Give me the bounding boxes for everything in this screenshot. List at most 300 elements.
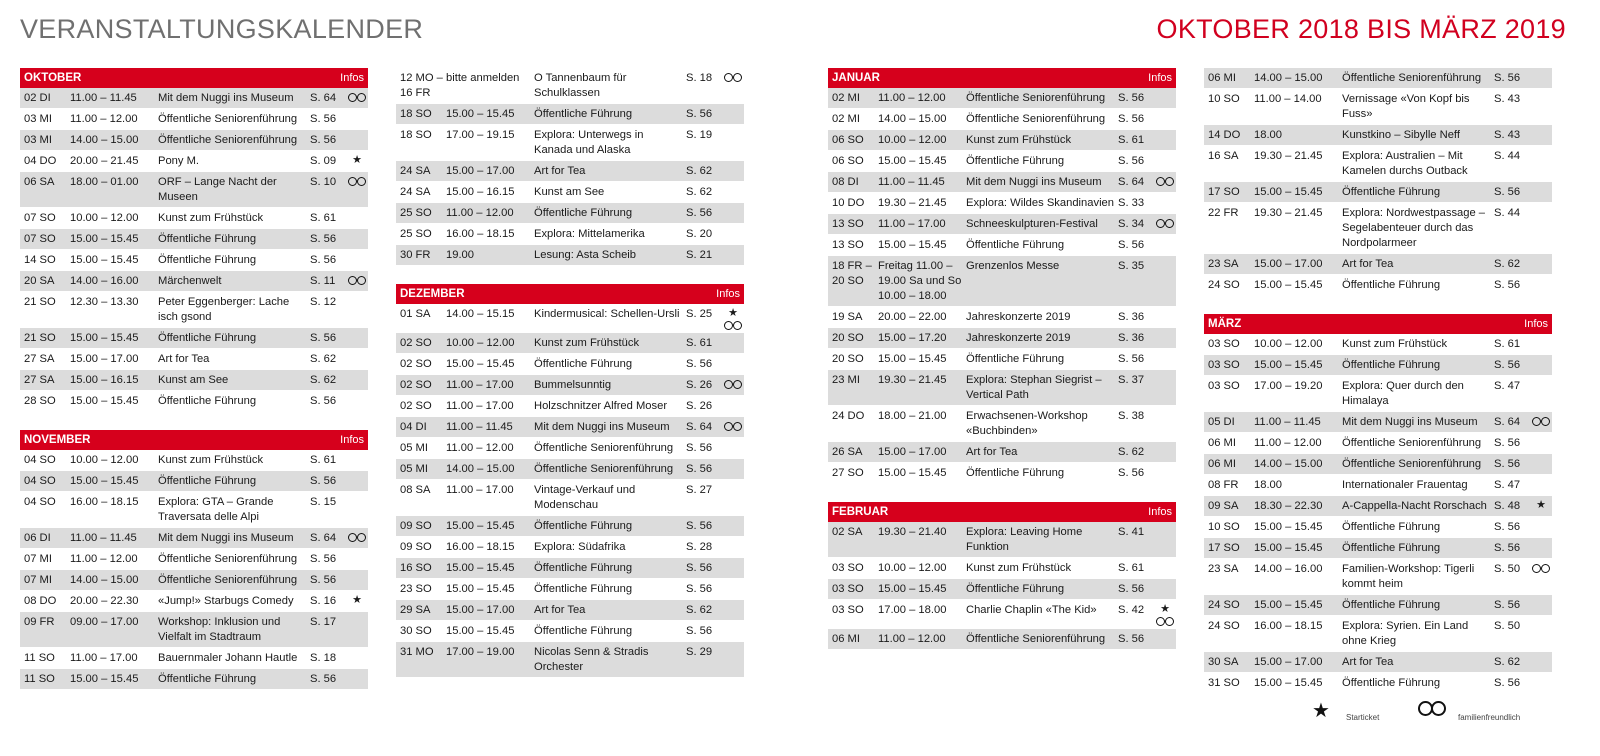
- star-icon: ★: [352, 153, 362, 166]
- event-page: S. 56: [686, 519, 713, 532]
- event-date: 23 MI: [832, 373, 860, 386]
- infos-label: Infos: [716, 288, 740, 300]
- event-time: 16.00 – 18.15: [446, 227, 515, 240]
- event-time: Freitag 11.00 – 19.00 Sa und So 10.00 – 18.00: [878, 259, 962, 302]
- event-time: 19.30 – 21.45: [1254, 149, 1323, 162]
- event-date: 06 DI: [24, 531, 51, 544]
- event-title: Explora: Wildes Skandinavien: [966, 196, 1114, 209]
- event-title: Mit dem Nuggi ins Museum: [158, 91, 294, 104]
- event-page: S. 56: [1118, 238, 1145, 251]
- event-row: [396, 354, 744, 375]
- event-page: S. 38: [1118, 409, 1145, 422]
- event-title: Lesung: Asta Scheib: [534, 248, 637, 261]
- event-page: S. 64: [686, 420, 713, 433]
- event-page: S. 61: [1494, 337, 1521, 350]
- page-title: VERANSTALTUNGSKALENDER: [20, 14, 424, 44]
- event-page: S. 64: [310, 531, 337, 544]
- event-page: S. 56: [1118, 352, 1145, 365]
- event-row: [396, 224, 744, 245]
- event-date: 03 SO: [832, 561, 864, 574]
- event-date: 16 SA: [1208, 149, 1239, 162]
- event-date: 29 SA: [400, 603, 431, 616]
- event-title: Öffentliche Seniorenführung: [534, 441, 674, 454]
- event-date: 03 SO: [832, 603, 864, 616]
- event-date: 02 MI: [832, 112, 860, 125]
- event-page: S. 10: [310, 175, 337, 188]
- event-page: S. 56: [1494, 520, 1521, 533]
- event-row: [20, 370, 368, 391]
- event-date: 12 MO – 16 FR: [400, 71, 443, 99]
- event-time: 10.00 – 12.00: [878, 561, 947, 574]
- event-date: 11 SO: [24, 672, 55, 685]
- event-title: Öffentliche Führung: [966, 238, 1065, 251]
- event-title: Öffentliche Führung: [534, 107, 633, 120]
- event-row: [20, 669, 368, 690]
- event-row: [1204, 275, 1552, 296]
- event-row: [396, 304, 744, 333]
- event-row: [1204, 68, 1552, 89]
- event-title: Öffentliche Führung: [158, 232, 257, 245]
- event-row: [20, 328, 368, 349]
- event-date: 24 SA: [400, 185, 431, 198]
- event-date: 05 MI: [400, 462, 428, 475]
- event-page: S. 26: [686, 399, 713, 412]
- event-time: 19.30 – 21.45: [1254, 206, 1323, 219]
- event-page: S. 56: [310, 112, 337, 125]
- event-icons: [346, 175, 368, 186]
- event-time: 15.00 – 15.45: [878, 466, 947, 479]
- event-title: Öffentliche Führung: [966, 466, 1065, 479]
- event-title: Kindermusical: Schellen-Ursli: [534, 307, 680, 320]
- event-page: S. 34: [1118, 217, 1145, 230]
- event-row: [20, 492, 368, 528]
- event-row: [20, 88, 368, 109]
- month-header: [396, 284, 744, 304]
- event-row: [20, 208, 368, 229]
- event-title: Jahreskonzerte 2019: [966, 310, 1071, 323]
- event-row: [1204, 517, 1552, 538]
- family-friendly-icon: [1155, 218, 1175, 228]
- event-date: 10 SO: [1208, 92, 1240, 105]
- month-name: FEBRUAR: [832, 506, 889, 518]
- event-title: Kunstkino – Sibylle Neff: [1342, 128, 1460, 141]
- event-row: [828, 406, 1176, 442]
- event-time: 10.00 – 12.00: [70, 211, 139, 224]
- event-date: 26 SA: [832, 445, 863, 458]
- star-icon: ★: [352, 593, 362, 606]
- event-page: S. 56: [310, 672, 337, 685]
- month-header: [1204, 314, 1552, 334]
- event-page: S. 64: [1118, 175, 1145, 188]
- event-title: Öffentliche Seniorenführung: [158, 552, 298, 565]
- month-name: JANUAR: [832, 72, 880, 84]
- family-friendly-icon: [723, 320, 743, 330]
- event-time: 15.00 – 15.45: [446, 357, 515, 370]
- event-row: [20, 229, 368, 250]
- family-friendly-icon: [1155, 176, 1175, 186]
- event-time: 14.00 – 15.00: [70, 573, 139, 586]
- event-time: 16.00 – 18.15: [1254, 619, 1323, 632]
- event-time: 17.00 – 19.00: [446, 645, 515, 658]
- month-section: [396, 284, 744, 678]
- event-time: 11.00 – 17.00: [446, 399, 514, 412]
- event-time: 10.00 – 12.00: [446, 336, 515, 349]
- event-time: 15.00 – 15.45: [878, 582, 947, 595]
- event-row: [396, 375, 744, 396]
- period-title: OKTOBER 2018 BIS MÄRZ 2019: [1156, 14, 1566, 44]
- event-title: Explora: Syrien. Ein Land ohne Krieg: [1342, 619, 1469, 647]
- event-time: 10.00 – 12.00: [70, 453, 139, 466]
- event-page: S. 56: [686, 561, 713, 574]
- event-date: 25 SO: [400, 206, 432, 219]
- infos-label: Infos: [1148, 72, 1172, 84]
- event-row: [1204, 412, 1552, 433]
- event-time: 18.00: [1254, 128, 1282, 141]
- event-date: 09 SO: [400, 540, 432, 553]
- event-title: Kunst zum Frühstück: [158, 453, 264, 466]
- event-row: [396, 516, 744, 537]
- event-date: 30 SO: [400, 624, 432, 637]
- event-page: S. 35: [1118, 259, 1145, 272]
- event-date: 09 SA: [1208, 499, 1239, 512]
- event-row: [396, 125, 744, 161]
- event-row: [1204, 203, 1552, 254]
- event-title: Öffentliche Führung: [534, 519, 633, 532]
- event-row: [396, 182, 744, 203]
- event-title: Art for Tea: [158, 352, 210, 365]
- event-time: 15.00 – 15.45: [70, 394, 139, 407]
- event-title: Holzschnitzer Alfred Moser: [534, 399, 668, 412]
- event-row: [20, 570, 368, 591]
- event-date: 02 SO: [400, 378, 432, 391]
- event-icons: [1154, 175, 1176, 186]
- month-section: [396, 68, 744, 266]
- event-page: S. 56: [1494, 185, 1521, 198]
- event-icons: [346, 154, 368, 166]
- event-title: Öffentliche Führung: [158, 474, 257, 487]
- event-row: [20, 591, 368, 612]
- event-page: S. 15: [310, 495, 337, 508]
- event-row: [396, 68, 744, 104]
- event-row: [828, 558, 1176, 579]
- family-friendly-icon: [347, 532, 367, 542]
- family-friendly-icon: [1416, 698, 1448, 716]
- event-title: Öffentliche Führung: [966, 582, 1065, 595]
- event-title: Öffentliche Seniorenführung: [158, 133, 298, 146]
- month-name: MÄRZ: [1208, 318, 1242, 330]
- event-date: 02 SO: [400, 399, 432, 412]
- event-date: 05 MI: [400, 441, 428, 454]
- event-date: 28 SO: [24, 394, 56, 407]
- event-row: [828, 256, 1176, 307]
- event-date: 03 SO: [1208, 358, 1240, 371]
- event-page: S. 62: [1494, 655, 1521, 668]
- event-row: [1204, 559, 1552, 595]
- event-title: Öffentliche Führung: [158, 672, 257, 685]
- event-page: S. 48: [1494, 499, 1521, 512]
- event-page: S. 56: [310, 133, 337, 146]
- event-row: [20, 648, 368, 669]
- event-date: 06 SO: [832, 154, 864, 167]
- family-friendly-icon: [723, 379, 743, 389]
- event-date: 08 DO: [24, 594, 57, 607]
- event-date: 20 SA: [24, 274, 55, 287]
- event-title: Bauernmaler Johann Hautle: [158, 651, 298, 664]
- event-title: Öffentliche Führung: [158, 331, 257, 344]
- event-title: Pony M.: [158, 154, 200, 167]
- event-date: 16 SO: [400, 561, 432, 574]
- event-icons: [1154, 217, 1176, 228]
- event-time: 11.00 – 17.00: [70, 651, 138, 664]
- event-title: Art for Tea: [534, 603, 586, 616]
- event-title: Explora: Unterwegs in Kanada und Alaska: [534, 128, 644, 156]
- star-icon: ★: [1312, 700, 1330, 722]
- star-icon: ★: [1536, 498, 1546, 511]
- event-page: S. 56: [1494, 541, 1521, 554]
- event-time: 20.00 – 22.30: [70, 594, 139, 607]
- event-time: 15.00 – 17.00: [446, 603, 515, 616]
- event-time: 15.00 – 15.45: [446, 561, 515, 574]
- event-title: Öffentliche Führung: [966, 154, 1065, 167]
- event-date: 03 SO: [1208, 379, 1240, 392]
- event-time: 14.00 – 15.00: [446, 462, 515, 475]
- event-row: [396, 459, 744, 480]
- event-time: 09.00 – 17.00: [70, 615, 139, 628]
- event-page: S. 20: [686, 227, 713, 240]
- event-date: 06 MI: [1208, 457, 1236, 470]
- event-time: 19.30 – 21.45: [878, 196, 947, 209]
- event-title: Öffentliche Führung: [1342, 520, 1441, 533]
- event-title: Mit dem Nuggi ins Museum: [966, 175, 1102, 188]
- legend-star-label: Starticket: [1346, 713, 1380, 722]
- event-page: S. 18: [310, 651, 337, 664]
- event-row: [20, 250, 368, 271]
- event-time: 17.00 – 19.20: [1254, 379, 1323, 392]
- event-page: S. 50: [1494, 619, 1521, 632]
- event-time: 14.00 – 15.00: [70, 133, 139, 146]
- month-name: NOVEMBER: [24, 434, 91, 446]
- event-title: Mit dem Nuggi ins Museum: [1342, 415, 1478, 428]
- event-date: 07 MI: [24, 573, 52, 586]
- event-date: 03 MI: [24, 133, 52, 146]
- event-page: S. 62: [1494, 257, 1521, 270]
- event-title: Familien-Workshop: Tigerli kommt heim: [1342, 562, 1475, 590]
- event-page: S. 56: [1494, 358, 1521, 371]
- family-friendly-icon: [723, 421, 743, 431]
- event-date: 27 SA: [24, 373, 55, 386]
- event-row: [828, 235, 1176, 256]
- event-date: 30 FR: [400, 248, 431, 261]
- event-time: 15.00 – 15.45: [446, 582, 515, 595]
- event-page: S. 28: [686, 540, 713, 553]
- event-title: Öffentliche Seniorenführung: [966, 91, 1106, 104]
- calendar-column-1: [20, 68, 368, 708]
- event-page: S. 56: [1118, 91, 1145, 104]
- event-page: S. 56: [310, 474, 337, 487]
- infos-label: Infos: [340, 434, 364, 446]
- event-page: S. 56: [686, 107, 713, 120]
- legend: [1312, 696, 1582, 730]
- event-date: 07 SO: [24, 232, 56, 245]
- event-time: 15.00 – 15.45: [446, 624, 515, 637]
- event-page: S. 56: [1494, 598, 1521, 611]
- event-title: Öffentliche Führung: [534, 357, 633, 370]
- event-date: 24 SO: [1208, 619, 1240, 632]
- event-row: [396, 161, 744, 182]
- event-page: S. 56: [1494, 457, 1521, 470]
- event-date: 23 SA: [1208, 257, 1239, 270]
- event-time: 15.00 – 17.00: [1254, 655, 1323, 668]
- event-title: Kunst zum Frühstück: [966, 561, 1072, 574]
- event-time: 19.30 – 21.40: [878, 525, 947, 538]
- event-row: [828, 370, 1176, 406]
- event-time: 11.00 – 17.00: [446, 483, 514, 496]
- event-row: [828, 151, 1176, 172]
- event-title: Öffentliche Seniorenführung: [966, 632, 1106, 645]
- event-row: [20, 612, 368, 648]
- event-row: [396, 438, 744, 459]
- family-friendly-icon: [1155, 616, 1175, 626]
- event-row: [1204, 616, 1552, 652]
- event-row: [20, 172, 368, 208]
- event-time: 19.30 – 21.45: [878, 373, 947, 386]
- event-title: Mit dem Nuggi ins Museum: [534, 420, 670, 433]
- legend-family-label: familienfreundlich: [1458, 713, 1521, 722]
- event-page: S. 25: [686, 307, 713, 320]
- event-page: S. 47: [1494, 478, 1521, 491]
- event-time: 14.00 – 15.15: [446, 307, 515, 320]
- event-page: S. 44: [1494, 206, 1521, 219]
- event-time: 11.00 – 14.00: [1254, 92, 1322, 105]
- infos-label: Infos: [340, 72, 364, 84]
- event-time: 11.00 – 12.00: [70, 552, 138, 565]
- event-time: 15.00 – 15.45: [1254, 185, 1323, 198]
- event-title: Charlie Chaplin «The Kid»: [966, 603, 1097, 616]
- event-time: 15.00 – 15.45: [1254, 541, 1323, 554]
- event-title: Kunst am See: [158, 373, 229, 386]
- event-page: S. 56: [1494, 676, 1521, 689]
- event-row: [1204, 652, 1552, 673]
- event-page: S. 62: [686, 185, 713, 198]
- event-page: S. 42: [1118, 603, 1145, 616]
- event-title: Explora: Südafrika: [534, 540, 626, 553]
- event-title: Öffentliche Seniorenführung: [158, 112, 298, 125]
- event-title: Vernissage «Von Kopf bis Fuss»: [1342, 92, 1470, 120]
- event-time: 11.00 – 12.00: [878, 91, 946, 104]
- month-header: [20, 68, 368, 88]
- event-title: Jahreskonzerte 2019: [966, 331, 1071, 344]
- event-time: 14.00 – 15.00: [878, 112, 947, 125]
- event-date: 08 SA: [400, 483, 431, 496]
- event-date: 20 SO: [832, 331, 864, 344]
- event-time: 15.00 – 15.45: [1254, 520, 1323, 533]
- event-title: Öffentliche Führung: [1342, 185, 1441, 198]
- event-title: Art for Tea: [1342, 655, 1394, 668]
- event-row: [1204, 146, 1552, 182]
- month-name: DEZEMBER: [400, 288, 465, 300]
- event-date: 10 DO: [832, 196, 865, 209]
- event-title: Öffentliche Führung: [1342, 541, 1441, 554]
- event-time: 15.00 – 17.00: [446, 164, 515, 177]
- event-page: S. 33: [1118, 196, 1145, 209]
- event-date: 02 SO: [400, 336, 432, 349]
- event-row: [828, 629, 1176, 650]
- star-icon: ★: [1160, 602, 1170, 615]
- event-date: 03 SO: [1208, 337, 1240, 350]
- event-page: S. 19: [686, 128, 713, 141]
- event-row: [396, 203, 744, 224]
- event-icons: [722, 378, 744, 389]
- event-icons: [1530, 415, 1552, 426]
- event-date: 21 SO: [24, 331, 56, 344]
- event-title: Vintage-Verkauf und Modenschau: [534, 483, 636, 511]
- event-title: Öffentliche Seniorenführung: [966, 112, 1106, 125]
- event-row: [396, 579, 744, 600]
- event-row: [20, 130, 368, 151]
- event-time: 15.00 – 15.45: [446, 107, 515, 120]
- event-title: Explora: GTA – Grande Traversata delle Alpi: [158, 495, 274, 523]
- event-row: [20, 528, 368, 549]
- event-title: Schneeskulpturen-Festival: [966, 217, 1098, 230]
- event-row: [828, 328, 1176, 349]
- event-icons: [722, 420, 744, 431]
- event-row: [20, 271, 368, 292]
- event-icons: [1530, 562, 1552, 573]
- event-row: [828, 522, 1176, 558]
- event-title: Kunst zum Frühstück: [158, 211, 264, 224]
- event-date: 06 MI: [1208, 436, 1236, 449]
- event-date: 03 MI: [24, 112, 52, 125]
- month-section: [828, 68, 1176, 484]
- event-time: 15.00 – 17.00: [878, 445, 947, 458]
- event-date: 30 SA: [1208, 655, 1239, 668]
- event-title: Kunst zum Frühstück: [966, 133, 1072, 146]
- event-row: [1204, 182, 1552, 203]
- event-time: 11.00 – 11.45: [1254, 415, 1321, 428]
- month-header: [828, 502, 1176, 522]
- event-row: [1204, 433, 1552, 454]
- month-header: [828, 68, 1176, 88]
- event-date: 22 FR: [1208, 206, 1239, 219]
- event-title: Explora: Stephan Siegrist – Vertical Path: [966, 373, 1102, 401]
- event-row: [1204, 334, 1552, 355]
- family-friendly-icon: [723, 72, 743, 82]
- event-title: Explora: Quer durch den Himalaya: [1342, 379, 1464, 407]
- event-title: Peter Eggenberger: Lache isch gsond: [158, 295, 290, 323]
- event-date: 04 DO: [24, 154, 57, 167]
- event-title: Öffentliche Seniorenführung: [1342, 436, 1482, 449]
- event-time: 15.00 – 15.45: [1254, 278, 1323, 291]
- event-time: 11.00 – 12.00: [446, 441, 514, 454]
- event-date: 17 SO: [1208, 185, 1240, 198]
- family-friendly-icon: [1531, 563, 1551, 573]
- event-row: [828, 109, 1176, 130]
- event-time: 18.00 – 01.00: [70, 175, 139, 188]
- event-title: Öffentliche Führung: [966, 352, 1065, 365]
- event-title: A-Cappella-Nacht Rorschach: [1342, 499, 1487, 512]
- infos-label: Infos: [1148, 506, 1172, 518]
- event-title: Explora: Australien – Mit Kamelen durchs Outback: [1342, 149, 1468, 177]
- event-time: 10.00 – 12.00: [1254, 337, 1323, 350]
- event-page: S. 64: [310, 91, 337, 104]
- event-date: 31 SO: [1208, 676, 1240, 689]
- month-section: [1204, 314, 1552, 694]
- event-date: 06 MI: [1208, 71, 1236, 84]
- event-title: Internationaler Frauentag: [1342, 478, 1468, 491]
- event-time: 14.00 – 15.00: [1254, 71, 1323, 84]
- event-title: Kunst zum Frühstück: [1342, 337, 1448, 350]
- event-icons: [346, 91, 368, 102]
